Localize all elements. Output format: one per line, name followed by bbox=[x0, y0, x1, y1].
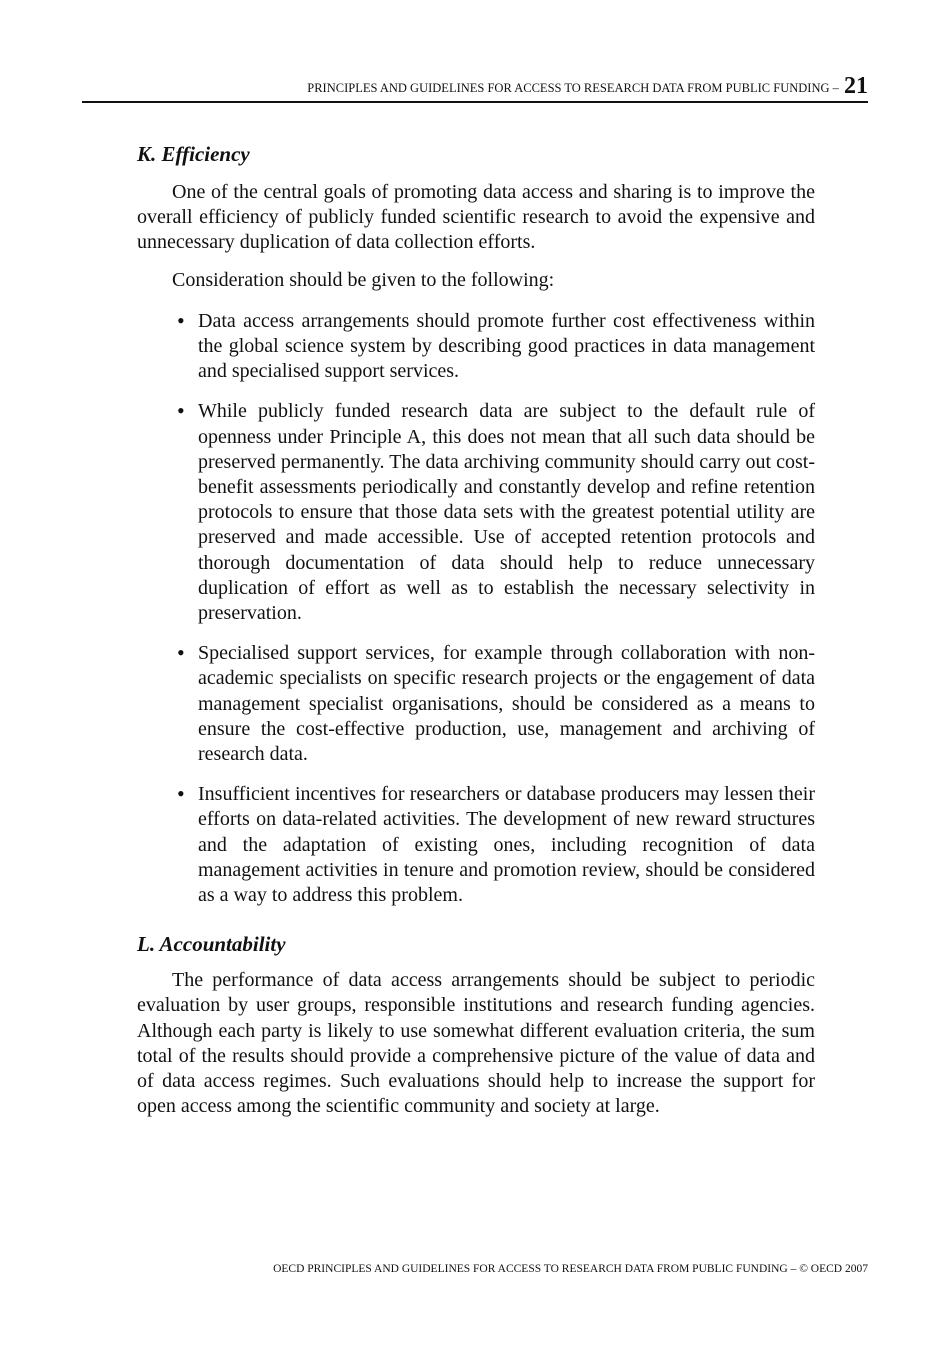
bullet-marker: • bbox=[177, 307, 185, 333]
accountability-paragraph: The performance of data access arrangements should be subject to periodic evaluation by user groups, responsible institutions and research funding agencies. Although each party is likely to use somewhat different evaluation criteria, the sum total of the results should provide a comprehensive picture of the value of data and of data access regimes. Such evaluations should help to increase the support for open access among the scientific community and society at large. bbox=[137, 969, 815, 1118]
efficiency-bullet-item bbox=[137, 782, 815, 908]
section-k-efficiency bbox=[137, 140, 815, 908]
efficiency-bullet-list bbox=[137, 309, 815, 908]
bullet-text: Insufficient incentives for researchers or database producers may lessen their efforts on data-related activities. The development of new reward structures and the adaptation of existing ones, including recognition of data management activities in tenure and promotion review, should be considered as a way to address this problem. bbox=[198, 783, 815, 907]
document-body bbox=[137, 140, 815, 1120]
section-heading-accountability: L. Accountability bbox=[137, 932, 286, 957]
bullet-text: Specialised support services, for example through collaboration with non-academic specialists on specific research projects or the engagement of data management specialist organisations, should be considered as a means to ensure the cost-effective production, use, management and archiving of research data. bbox=[198, 642, 815, 766]
bullet-text: Data access arrangements should promote further cost effectiveness within the global science system by describing good practices in data management and specialised support services. bbox=[198, 309, 815, 383]
efficiency-bullet-item bbox=[137, 309, 815, 385]
section-heading-efficiency: K. Efficiency bbox=[137, 142, 250, 166]
consideration-paragraph: Consideration should be given to the following: bbox=[172, 268, 555, 291]
page-footer: OECD PRINCIPLES AND GUIDELINES FOR ACCESS TO RESEARCH DATA FROM PUBLIC FUNDING – © OECD 2007 bbox=[273, 1263, 868, 1275]
running-title: PRINCIPLES AND GUIDELINES FOR ACCESS TO RESEARCH DATA FROM PUBLIC FUNDING – bbox=[307, 81, 839, 95]
page-header bbox=[82, 72, 868, 103]
bullet-marker: • bbox=[177, 398, 185, 424]
section-l-accountability bbox=[137, 930, 815, 1119]
bullet-marker: • bbox=[177, 781, 185, 807]
running-header bbox=[307, 74, 868, 98]
efficiency-intro-paragraph: One of the central goals of promoting data access and sharing is to improve the overall efficiency of publicly funded scientific research to avoid the expensive and unnecessary duplication of data collection efforts. bbox=[137, 181, 815, 254]
bullet-text: While publicly funded research data are subject to the default rule of openness under Principle A, this does not mean that all such data should be preserved permanently. The data archiving community should carry out cost-benefit assessments periodically and constantly develop and refine retention protocols to ensure that those data sets with the greatest potential utility are preserved and made accessible. Use of accepted retention protocols and thorough documentation of data should help to reduce unnecessary duplication of effort as well as to establish the necessary selectivity in preservation. bbox=[198, 400, 815, 625]
efficiency-bullet-item bbox=[137, 399, 815, 626]
efficiency-bullet-item bbox=[137, 641, 815, 767]
page-number: 21 bbox=[844, 73, 868, 99]
bullet-marker: • bbox=[177, 640, 185, 666]
